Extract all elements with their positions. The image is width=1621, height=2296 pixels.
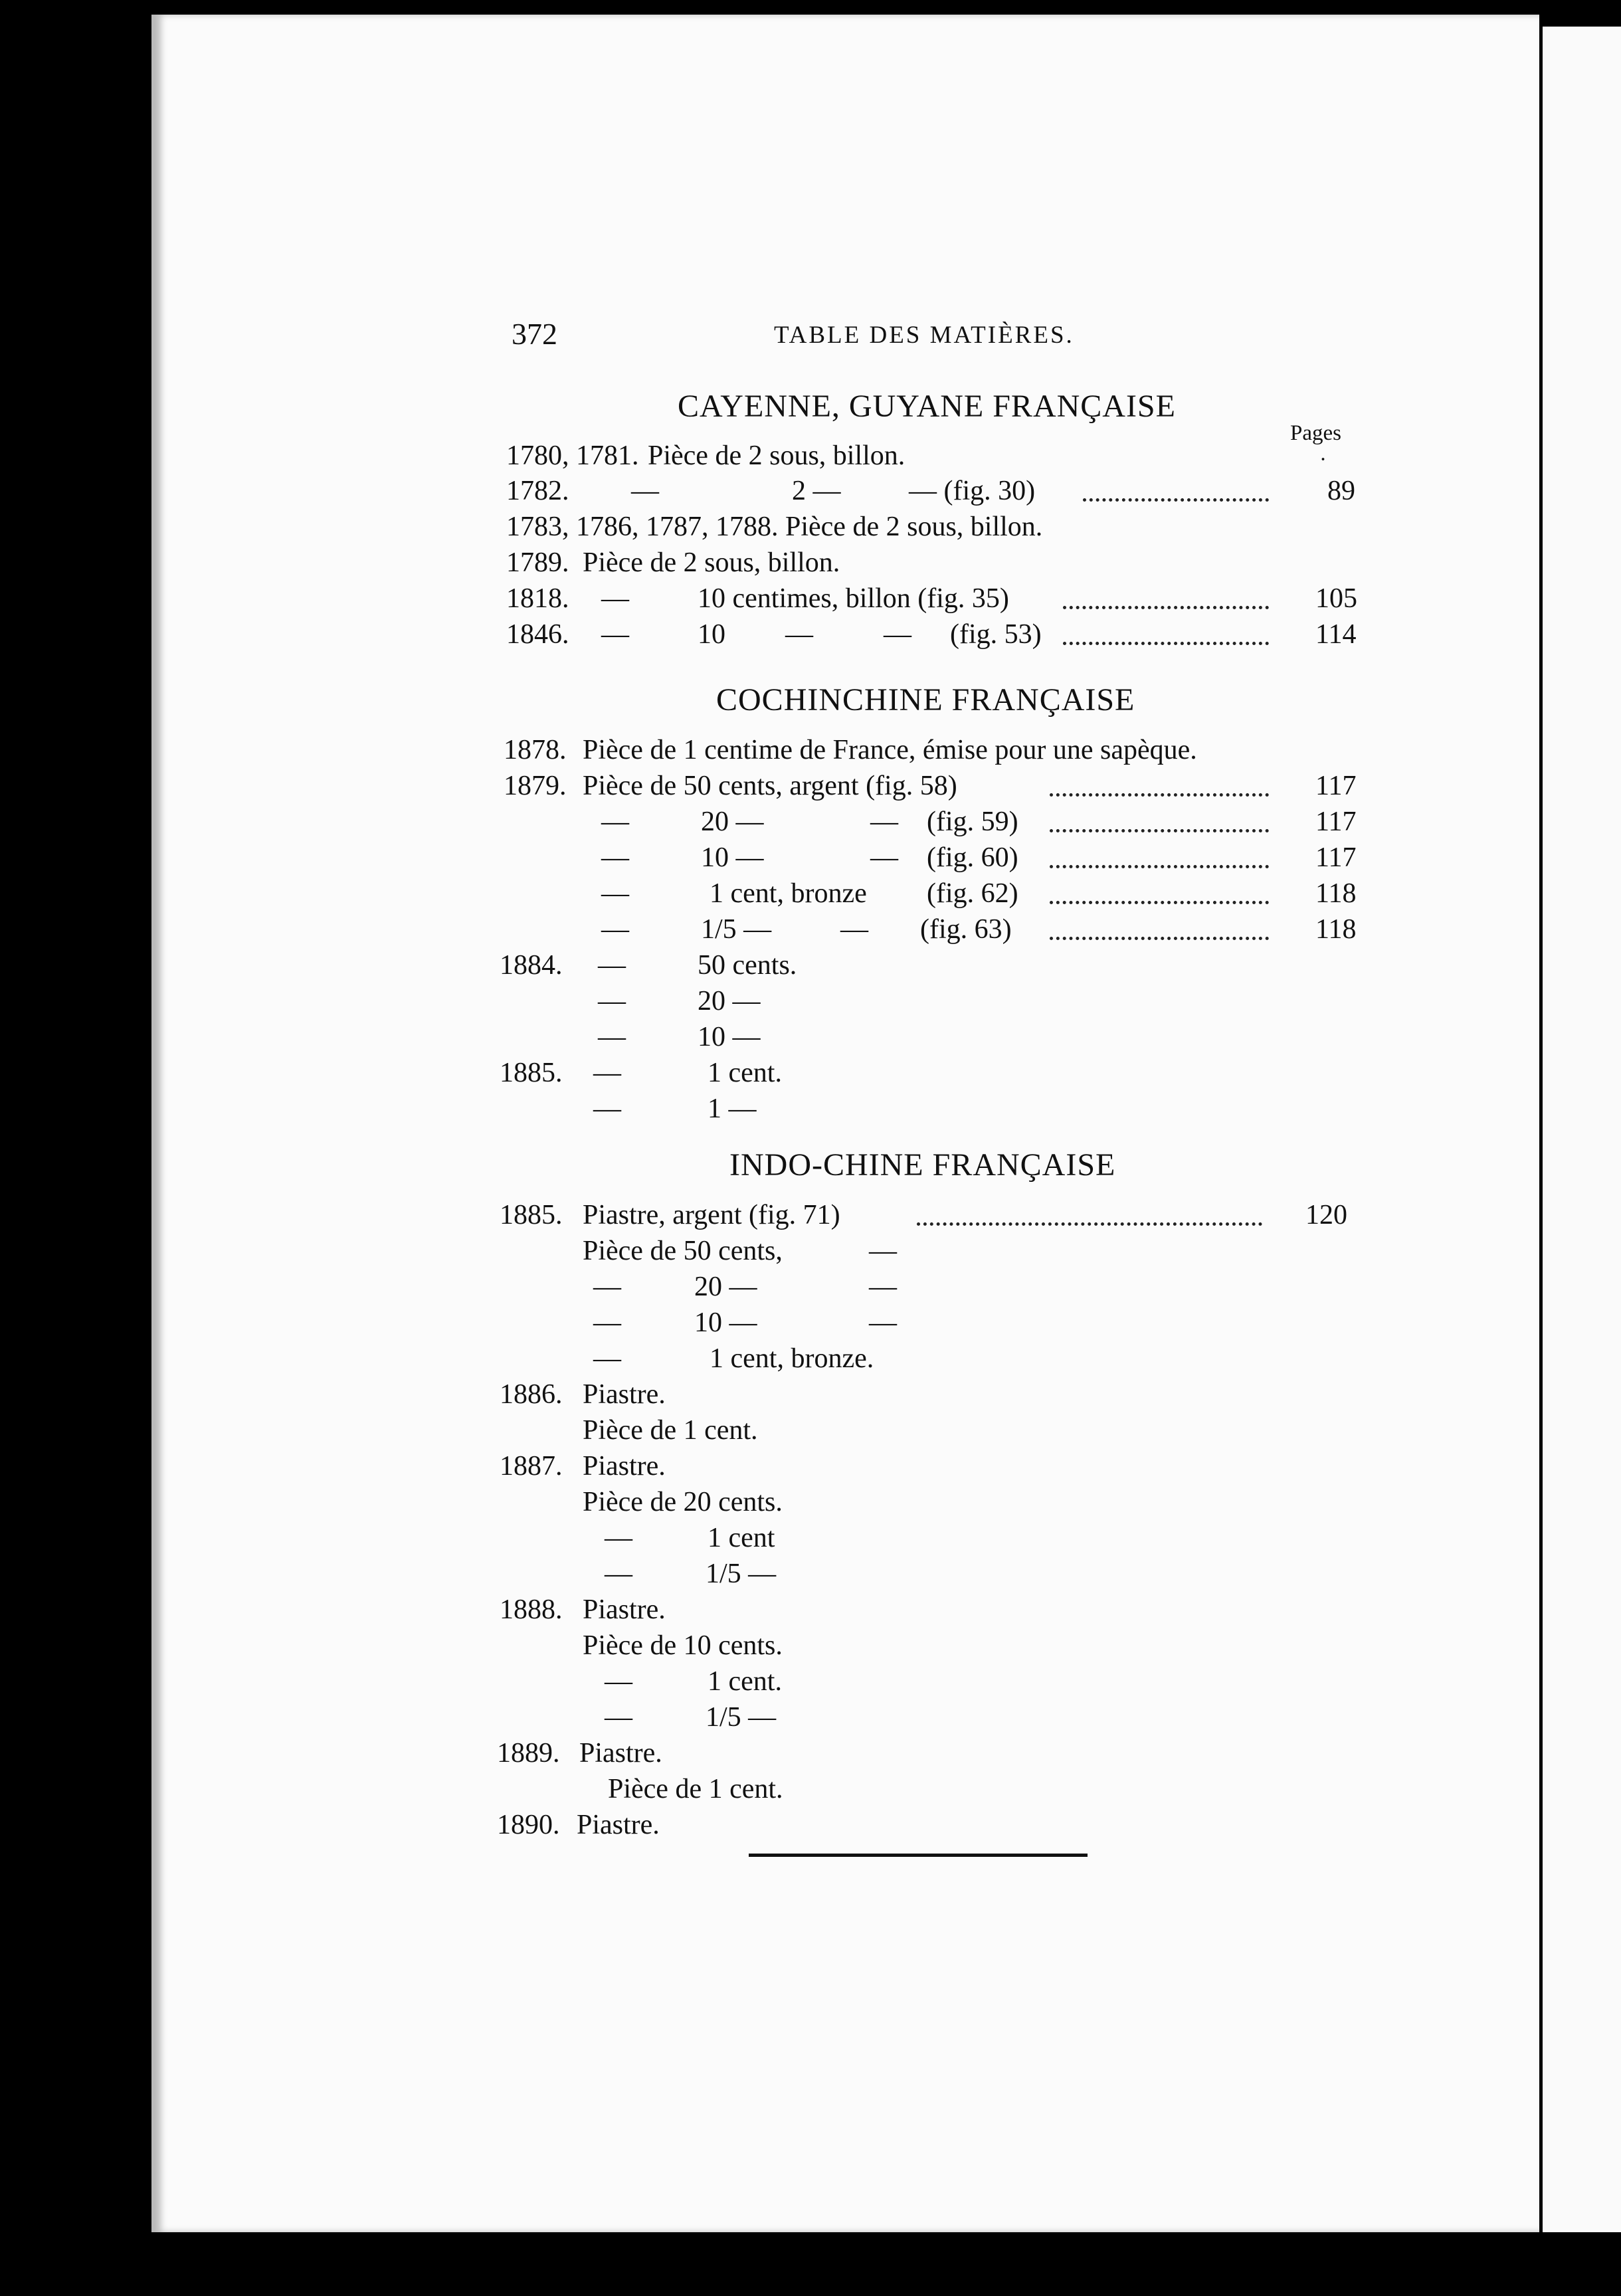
cay-page-6: 114: [1315, 619, 1357, 650]
ind-text-1: Piastre, argent (fig. 71): [583, 1200, 840, 1230]
leader-dots: [1050, 937, 1269, 940]
ind-dash-10: —: [605, 1523, 632, 1553]
coc-value-7: 50 cents.: [698, 950, 797, 981]
ind-value-15: 1/5 —: [706, 1702, 777, 1733]
ind-value-5: 1 cent, bronze.: [710, 1343, 874, 1374]
section-title-cochinchine: COCHINCHINE FRANÇAISE: [716, 682, 1135, 718]
ind-text-12: Piastre.: [583, 1594, 666, 1625]
cay-value-6: 10: [698, 619, 725, 650]
leader-dots: [1063, 642, 1269, 645]
ind-text-16: Piastre.: [579, 1738, 662, 1769]
ind-year-1: 1885.: [500, 1200, 563, 1230]
coc-page-4: 117: [1315, 842, 1357, 873]
cay-col3-6: —: [785, 619, 813, 650]
cay-dash-5: —: [601, 583, 629, 614]
coc-dash-3: —: [601, 807, 629, 837]
running-title: TABLE DES MATIÈRES.: [774, 322, 1074, 349]
coc-fig-6: (fig. 63): [920, 914, 1012, 945]
cay-fig-2: — (fig. 30): [909, 476, 1036, 506]
cay-col4-6: —: [884, 619, 911, 650]
coc-dash-6: —: [601, 914, 629, 945]
coc-col4-3: —: [870, 807, 898, 837]
cay-year-6: 1846.: [506, 619, 569, 650]
coc-value-10: 1 cent.: [708, 1058, 782, 1088]
pages-column-label: Pages: [1290, 421, 1341, 445]
coc-page-3: 117: [1315, 807, 1357, 837]
cay-year-5: 1818.: [506, 583, 569, 614]
cay-value-5: 10 centimes, billon (fig. 35): [698, 583, 1009, 614]
leader-dots: [1050, 865, 1269, 868]
ind-year-8: 1887.: [500, 1451, 563, 1482]
coc-fig-3: (fig. 59): [927, 807, 1018, 837]
cay-dash-6: —: [601, 619, 629, 650]
cay-page-5: 105: [1315, 583, 1357, 614]
coc-value-6: 1/5 —: [701, 914, 772, 945]
ind-year-6: 1886.: [500, 1379, 563, 1410]
ind-page-1: 120: [1305, 1200, 1347, 1230]
coc-dash-8: —: [598, 986, 626, 1016]
coc-dash-4: —: [601, 842, 629, 873]
cay-text-1: Pièce de 2 sous, billon.: [648, 440, 906, 471]
ind-text-18: Piastre.: [577, 1810, 660, 1840]
coc-dash-9: —: [598, 1022, 626, 1052]
ind-dash-14: —: [605, 1666, 632, 1697]
ind-value-11: 1/5 —: [706, 1559, 777, 1589]
coc-col4-4: —: [870, 842, 898, 873]
ind-text-2: Pièce de 50 cents,: [583, 1236, 783, 1266]
cay-text-4: Pièce de 2 sous, billon.: [583, 547, 840, 578]
ind-col4-3: —: [869, 1272, 897, 1302]
coc-value-9: 10 —: [698, 1022, 761, 1052]
ind-year-18: 1890.: [497, 1810, 560, 1840]
ind-dash-11: —: [605, 1559, 632, 1589]
pages-dot: ·: [1319, 448, 1327, 472]
ind-col4-4: —: [869, 1307, 897, 1338]
leader-dots: [1050, 793, 1269, 797]
coc-value-11: 1 —: [708, 1094, 757, 1124]
cay-value-2: 2 —: [792, 476, 841, 506]
ind-year-12: 1888.: [500, 1594, 563, 1625]
ind-text-7: Pièce de 1 cent.: [583, 1415, 758, 1446]
ind-year-16: 1889.: [497, 1738, 560, 1769]
coc-value-4: 10 —: [701, 842, 764, 873]
ind-value-4: 10 —: [694, 1307, 757, 1338]
coc-text-2: Pièce de 50 cents, argent (fig. 58): [583, 771, 957, 801]
leader-dots: [917, 1222, 1262, 1226]
coc-fig-5: (fig. 62): [927, 878, 1018, 909]
ind-dash-15: —: [605, 1702, 632, 1733]
coc-dash-7: —: [598, 950, 626, 981]
section-title-indochine: INDO-CHINE FRANÇAISE: [729, 1147, 1116, 1183]
coc-year-10: 1885.: [500, 1058, 563, 1088]
coc-text-1: Pièce de 1 centime de France, émise pour une sapèque.: [583, 735, 1197, 765]
ind-text-17: Pièce de 1 cent.: [608, 1774, 783, 1804]
cay-year-4: 1789.: [506, 547, 569, 578]
cay-year-1: 1780, 1781.: [506, 440, 639, 471]
ind-text-6: Piastre.: [583, 1379, 666, 1410]
end-rule: [749, 1854, 1088, 1857]
leader-dots: [1063, 606, 1269, 609]
coc-dash-10: —: [593, 1058, 621, 1088]
ind-text-9: Pièce de 20 cents.: [583, 1487, 783, 1517]
ind-col4-2: —: [869, 1236, 897, 1266]
coc-dash-11: —: [593, 1094, 621, 1124]
facing-page-edge: [1543, 27, 1621, 2232]
cay-dash-2: —: [631, 476, 659, 506]
coc-value-5: 1 cent, bronze: [710, 878, 867, 909]
cay-year-2: 1782.: [506, 476, 569, 506]
coc-year-2: 1879.: [504, 771, 567, 801]
ind-text-13: Pièce de 10 cents.: [583, 1630, 783, 1661]
ind-text-8: Piastre.: [583, 1451, 666, 1482]
leader-dots: [1083, 498, 1269, 502]
coc-value-3: 20 —: [701, 807, 764, 837]
ind-dash-5: —: [593, 1343, 621, 1374]
ind-value-14: 1 cent.: [708, 1666, 782, 1697]
coc-year-1: 1878.: [504, 735, 567, 765]
coc-page-6: 118: [1315, 914, 1357, 945]
coc-page-2: 117: [1315, 771, 1357, 801]
cay-fig-6: (fig. 53): [950, 619, 1042, 650]
ind-dash-3: —: [593, 1272, 621, 1302]
coc-page-5: 118: [1315, 878, 1357, 909]
cay-text-3: 1783, 1786, 1787, 1788. Pièce de 2 sous, billon.: [506, 512, 1043, 542]
leader-dots: [1050, 901, 1269, 904]
section-title-cayenne: CAYENNE, GUYANE FRANÇAISE: [678, 389, 1176, 424]
cay-page-2: 89: [1327, 476, 1355, 506]
coc-year-7: 1884.: [500, 950, 563, 981]
coc-fig-4: (fig. 60): [927, 842, 1018, 873]
coc-col4-6: —: [840, 914, 868, 945]
coc-dash-5: —: [601, 878, 629, 909]
leader-dots: [1050, 829, 1269, 832]
ind-value-10: 1 cent: [708, 1523, 775, 1553]
page-number: 372: [512, 317, 557, 351]
ind-dash-4: —: [593, 1307, 621, 1338]
coc-value-8: 20 —: [698, 986, 761, 1016]
ind-value-3: 20 —: [694, 1272, 757, 1302]
